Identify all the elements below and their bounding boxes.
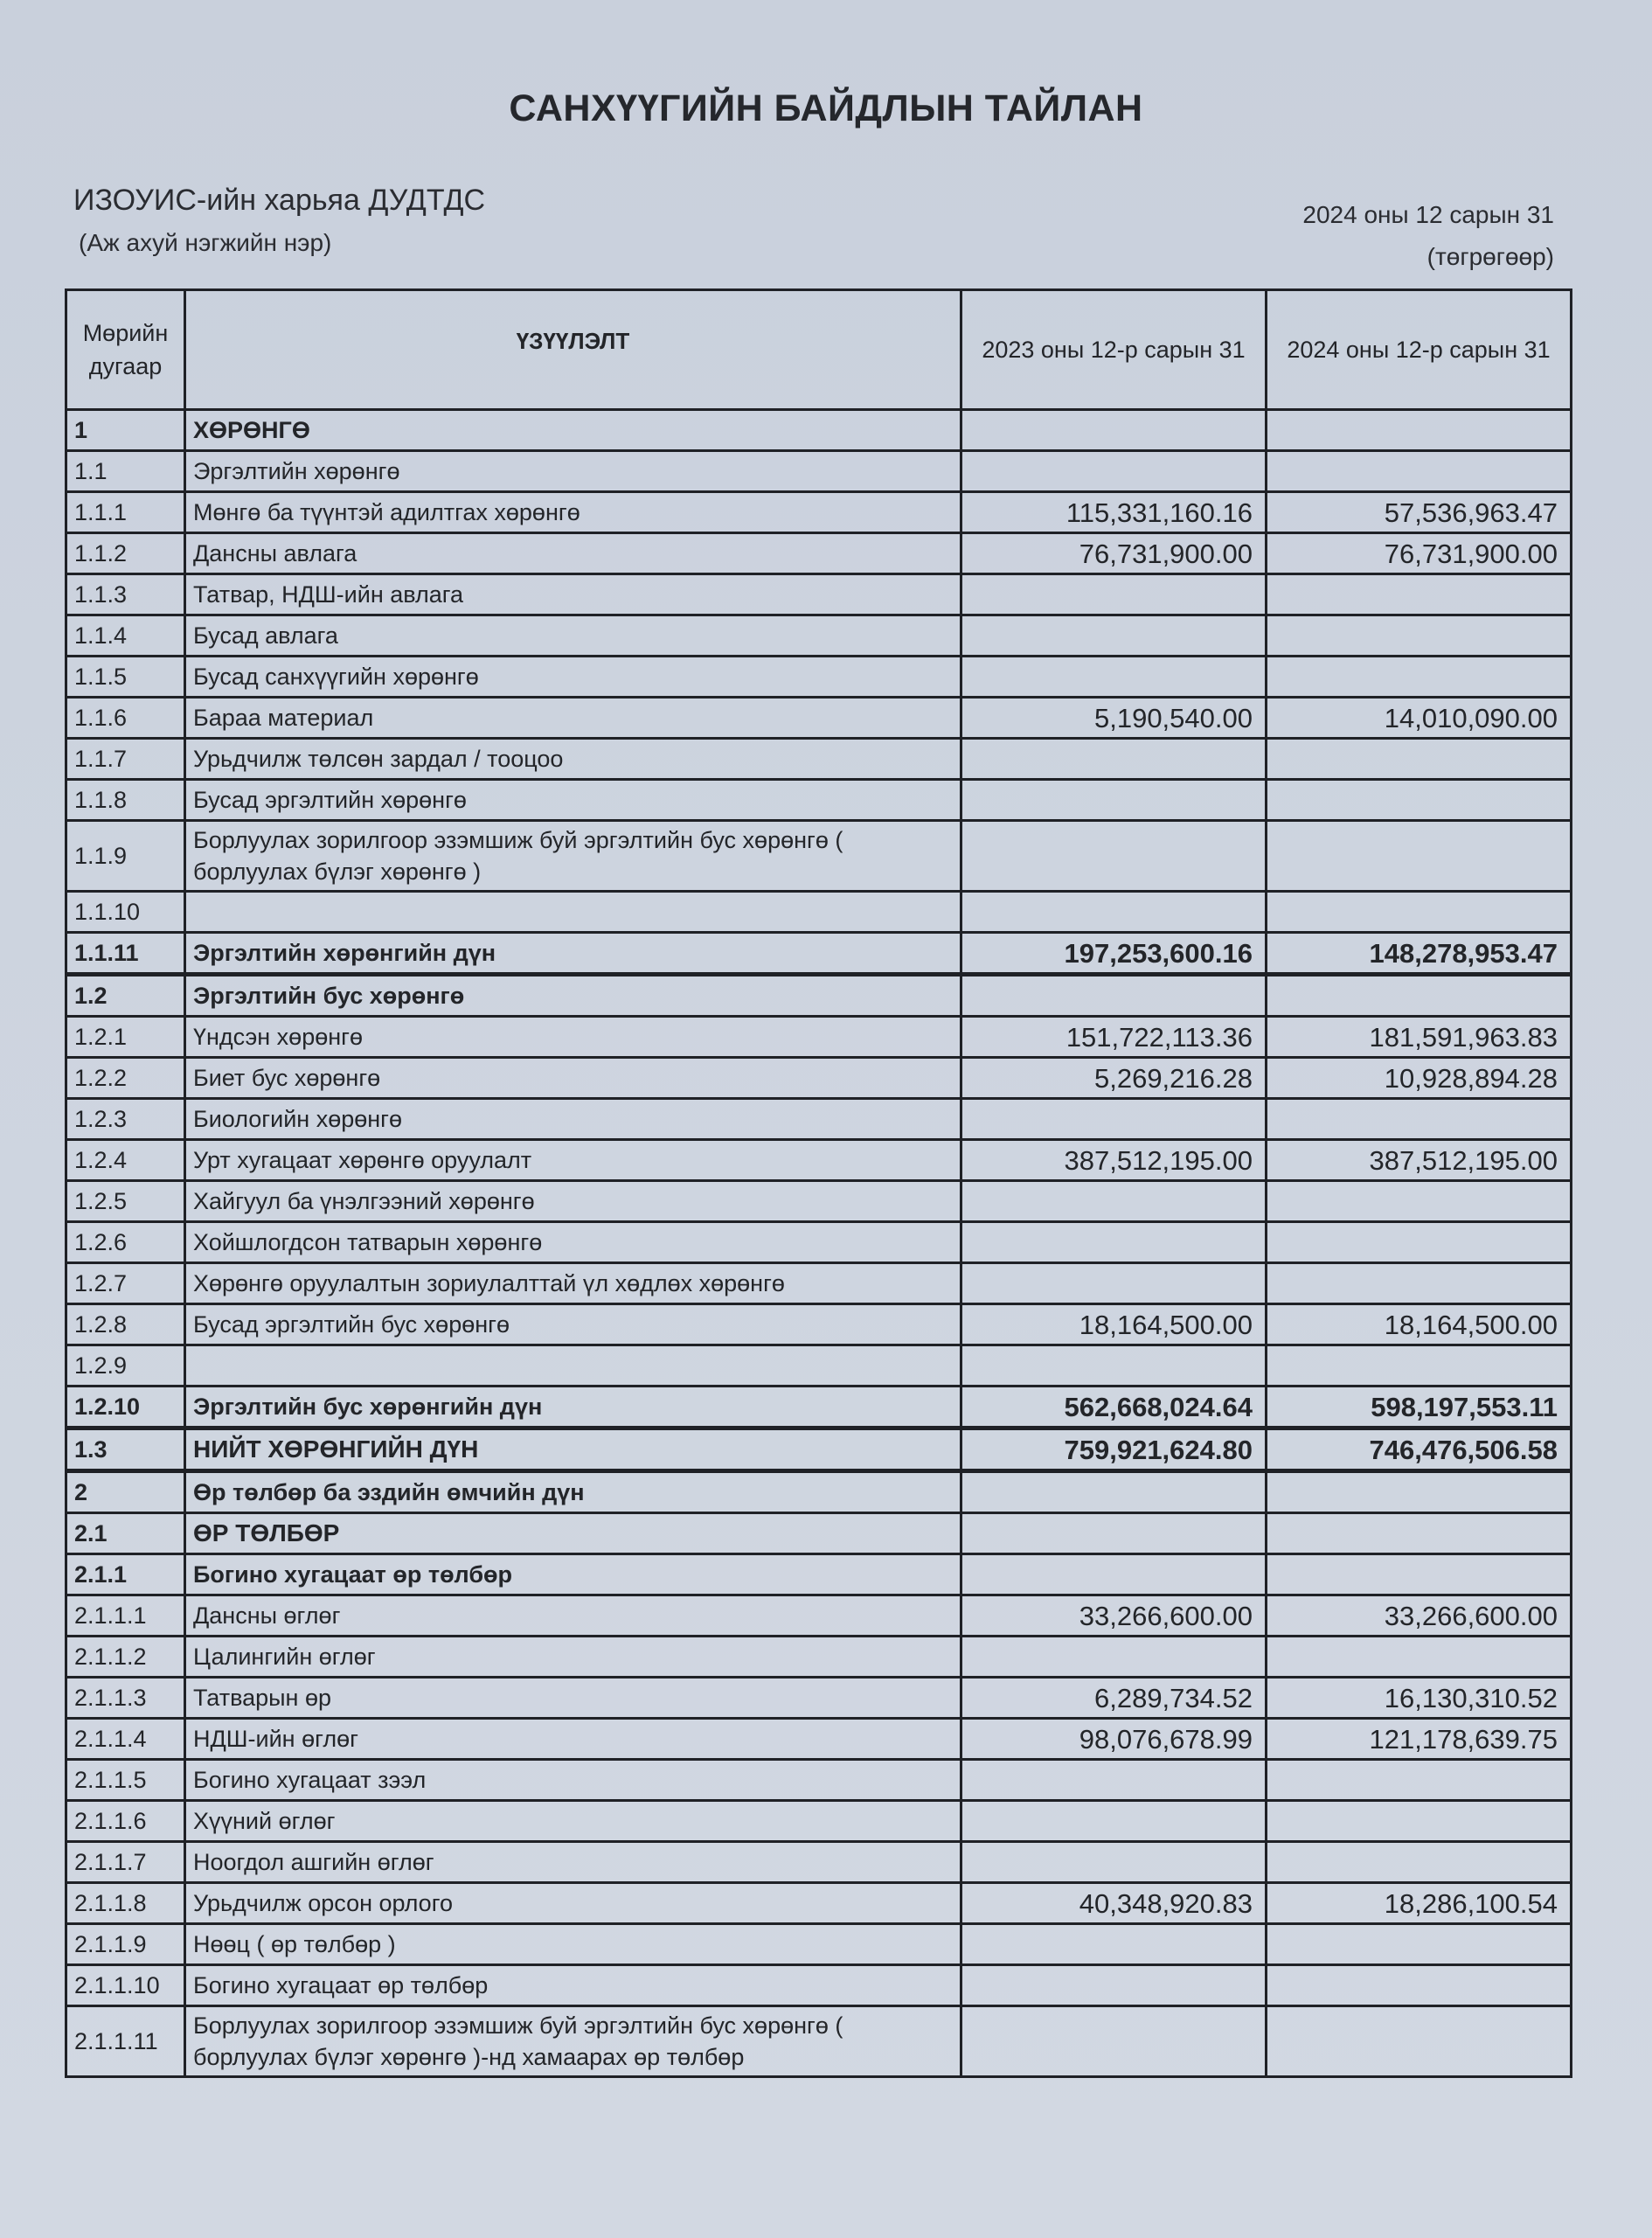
row-value-2023	[961, 1554, 1267, 1595]
row-label: Мөнгө ба түүнтэй адилтгах хөрөнгө	[185, 492, 961, 533]
table-row	[66, 1222, 1572, 1263]
row-label: Хөрөнгө оруулалтын зориулалттай үл хөдлөх хөрөнгө	[185, 1263, 961, 1304]
row-code: 2.1.1.8	[66, 1883, 185, 1924]
row-value-2023	[961, 821, 1267, 892]
row-label: Цалингийн өглөг	[185, 1637, 961, 1678]
row-value-2024: 598,197,553.11	[1267, 1387, 1572, 1428]
table-row	[66, 1595, 1572, 1637]
row-value-2023	[961, 451, 1267, 492]
row-label: Бусад эргэлтийн бус хөрөнгө	[185, 1304, 961, 1345]
organization-caption: (Аж ахуй нэгжийн нэр)	[79, 229, 332, 256]
row-value-2024	[1267, 1924, 1572, 1965]
row-value-2024	[1267, 657, 1572, 698]
row-value-2024: 121,178,639.75	[1267, 1719, 1572, 1760]
row-value-2024	[1267, 574, 1572, 615]
table-row	[66, 1140, 1572, 1181]
report-date: 2024 оны 12 сарын 31	[1302, 201, 1554, 228]
row-value-2023	[961, 1181, 1267, 1222]
row-label: ӨР ТӨЛБӨР	[185, 1513, 961, 1554]
row-code: 2.1.1.1	[66, 1595, 185, 1637]
row-value-2024	[1267, 892, 1572, 933]
row-value-2024	[1267, 1965, 1572, 2006]
table-row	[66, 657, 1572, 698]
row-code: 1.1	[66, 451, 185, 492]
row-value-2024	[1267, 780, 1572, 821]
row-value-2024	[1267, 1842, 1572, 1883]
row-value-2023	[961, 410, 1267, 451]
row-value-2024: 16,130,310.52	[1267, 1678, 1572, 1719]
table-row	[66, 451, 1572, 492]
row-code: 2.1	[66, 1513, 185, 1554]
table-row	[66, 1637, 1572, 1678]
row-code: 1.3	[66, 1428, 185, 1471]
row-value-2024	[1267, 410, 1572, 451]
row-code: 1.1.8	[66, 780, 185, 821]
row-value-2023: 98,076,678.99	[961, 1719, 1267, 1760]
table-row	[66, 1842, 1572, 1883]
row-code: 1.2	[66, 975, 185, 1017]
row-label: Биет бус хөрөнгө	[185, 1058, 961, 1099]
row-code: 1.1.10	[66, 892, 185, 933]
row-code: 2.1.1.7	[66, 1842, 185, 1883]
table-row	[66, 1099, 1572, 1140]
table-row	[66, 975, 1572, 1017]
row-label: Урьдчилж орсон орлого	[185, 1883, 961, 1924]
row-value-2024	[1267, 1181, 1572, 1222]
row-label: Хойшлогдсон татварын хөрөнгө	[185, 1222, 961, 1263]
row-label: Татварын өр	[185, 1678, 961, 1719]
table-row	[66, 739, 1572, 780]
row-code: 1.1.1	[66, 492, 185, 533]
row-value-2023: 76,731,900.00	[961, 533, 1267, 574]
table-row	[66, 1513, 1572, 1554]
row-code: 1	[66, 410, 185, 451]
row-value-2024: 148,278,953.47	[1267, 933, 1572, 975]
row-value-2024	[1267, 1263, 1572, 1304]
table-row	[66, 1263, 1572, 1304]
row-code: 2.1.1.10	[66, 1965, 185, 2006]
row-value-2024: 18,164,500.00	[1267, 1304, 1572, 1345]
row-value-2023	[961, 739, 1267, 780]
table-row	[66, 1678, 1572, 1719]
row-value-2023	[961, 1760, 1267, 1801]
table-row	[66, 615, 1572, 657]
row-code: 1.1.11	[66, 933, 185, 975]
row-value-2023	[961, 1263, 1267, 1304]
row-label: Биологийн хөрөнгө	[185, 1099, 961, 1140]
table-row	[66, 1345, 1572, 1387]
row-value-2023	[961, 2006, 1267, 2077]
row-label: Дансны өглөг	[185, 1595, 961, 1637]
row-value-2023	[961, 892, 1267, 933]
row-value-2023: 5,269,216.28	[961, 1058, 1267, 1099]
row-label: Эргэлтийн хөрөнгө	[185, 451, 961, 492]
table-row	[66, 1760, 1572, 1801]
table-row	[66, 1965, 1572, 2006]
row-label: Хайгуул ба үнэлгээний хөрөнгө	[185, 1181, 961, 1222]
row-value-2024	[1267, 1637, 1572, 1678]
row-value-2024	[1267, 451, 1572, 492]
row-value-2024	[1267, 739, 1572, 780]
row-label: Богино хугацаат өр төлбөр	[185, 1554, 961, 1595]
row-label: Хүүний өглөг	[185, 1801, 961, 1842]
row-value-2023	[961, 780, 1267, 821]
row-value-2023	[961, 1099, 1267, 1140]
table-row	[66, 1058, 1572, 1099]
row-label: Богино хугацаат зээл	[185, 1760, 961, 1801]
row-value-2023: 18,164,500.00	[961, 1304, 1267, 1345]
row-value-2023	[961, 1471, 1267, 1513]
row-value-2024	[1267, 1801, 1572, 1842]
table-row	[66, 1471, 1572, 1513]
row-label: Ноогдол ашгийн өглөг	[185, 1842, 961, 1883]
row-code: 2.1.1.9	[66, 1924, 185, 1965]
row-value-2024	[1267, 615, 1572, 657]
row-value-2024: 181,591,963.83	[1267, 1017, 1572, 1058]
row-value-2024	[1267, 1222, 1572, 1263]
row-value-2023	[961, 1924, 1267, 1965]
row-value-2024: 57,536,963.47	[1267, 492, 1572, 533]
row-code: 1.1.6	[66, 698, 185, 739]
row-code: 1.2.7	[66, 1263, 185, 1304]
row-label: Үндсэн хөрөнгө	[185, 1017, 961, 1058]
row-value-2023	[961, 1801, 1267, 1842]
row-value-2024	[1267, 975, 1572, 1017]
row-value-2024	[1267, 1513, 1572, 1554]
row-code: 1.2.10	[66, 1387, 185, 1428]
row-value-2023: 6,289,734.52	[961, 1678, 1267, 1719]
row-value-2023: 197,253,600.16	[961, 933, 1267, 975]
balance-sheet-table	[65, 288, 1572, 2078]
row-code: 2	[66, 1471, 185, 1513]
row-code: 1.1.3	[66, 574, 185, 615]
row-code: 1.2.1	[66, 1017, 185, 1058]
column-header-2024: 2024 оны 12-р сарын 31	[1267, 290, 1572, 410]
row-value-2024	[1267, 1099, 1572, 1140]
row-code: 1.2.3	[66, 1099, 185, 1140]
row-value-2023	[961, 1965, 1267, 2006]
column-header-code: Мөрийн дугаар	[66, 290, 185, 410]
row-code: 2.1.1.11	[66, 2006, 185, 2077]
table-row	[66, 1924, 1572, 1965]
organization-name: ИЗОУИС-ийн харьяа ДУДТДС	[73, 184, 486, 217]
row-code: 1.2.4	[66, 1140, 185, 1181]
row-label: Бараа материал	[185, 698, 961, 739]
row-code: 2.1.1.6	[66, 1801, 185, 1842]
row-label	[185, 892, 961, 933]
row-label: Урьдчилж төлсөн зардал / тооцоо	[185, 739, 961, 780]
row-value-2024: 18,286,100.54	[1267, 1883, 1572, 1924]
row-value-2024	[1267, 1471, 1572, 1513]
row-label: ХӨРӨНГӨ	[185, 410, 961, 451]
row-value-2023	[961, 657, 1267, 698]
table-row	[66, 933, 1572, 975]
table-row	[66, 1801, 1572, 1842]
table-row	[66, 1017, 1572, 1058]
report-title: САНХҮҮГИЙН БАЙДЛЫН ТАЙЛАН	[509, 87, 1143, 129]
column-header-2023: 2023 оны 12-р сарын 31	[961, 290, 1267, 410]
row-value-2023	[961, 975, 1267, 1017]
row-value-2024	[1267, 1345, 1572, 1387]
table-header-row	[66, 290, 1572, 410]
row-value-2024: 746,476,506.58	[1267, 1428, 1572, 1471]
column-header-label: ҮЗҮҮЛЭЛТ	[185, 290, 961, 410]
row-value-2023: 562,668,024.64	[961, 1387, 1267, 1428]
table-row	[66, 1304, 1572, 1345]
row-value-2024	[1267, 1554, 1572, 1595]
table-row	[66, 574, 1572, 615]
row-code: 2.1.1.4	[66, 1719, 185, 1760]
row-label: Эргэлтийн хөрөнгийн дүн	[185, 933, 961, 975]
row-code: 1.2.8	[66, 1304, 185, 1345]
row-code: 2.1.1	[66, 1554, 185, 1595]
row-label: Нөөц ( өр төлбөр )	[185, 1924, 961, 1965]
row-value-2024: 33,266,600.00	[1267, 1595, 1572, 1637]
row-code: 1.1.4	[66, 615, 185, 657]
table-row	[66, 698, 1572, 739]
table-row	[66, 1181, 1572, 1222]
row-label: Эргэлтийн бус хөрөнгийн дүн	[185, 1387, 961, 1428]
row-value-2023: 33,266,600.00	[961, 1595, 1267, 1637]
row-value-2024: 10,928,894.28	[1267, 1058, 1572, 1099]
row-value-2024	[1267, 2006, 1572, 2077]
row-label: Урт хугацаат хөрөнгө оруулалт	[185, 1140, 961, 1181]
table-row	[66, 1428, 1572, 1471]
row-value-2024: 14,010,090.00	[1267, 698, 1572, 739]
row-value-2023: 759,921,624.80	[961, 1428, 1267, 1471]
table-row	[66, 1554, 1572, 1595]
table-row	[66, 821, 1572, 892]
row-code: 1.1.7	[66, 739, 185, 780]
row-value-2023	[961, 1345, 1267, 1387]
row-label: Бусад эргэлтийн хөрөнгө	[185, 780, 961, 821]
row-value-2024: 387,512,195.00	[1267, 1140, 1572, 1181]
table-row	[66, 410, 1572, 451]
row-value-2024	[1267, 1760, 1572, 1801]
table-row	[66, 1387, 1572, 1428]
row-value-2023	[961, 1637, 1267, 1678]
row-code: 1.1.2	[66, 533, 185, 574]
row-code: 1.2.6	[66, 1222, 185, 1263]
row-value-2023	[961, 1513, 1267, 1554]
row-value-2023: 151,722,113.36	[961, 1017, 1267, 1058]
row-code: 1.1.9	[66, 821, 185, 892]
row-label	[185, 1345, 961, 1387]
row-value-2023: 5,190,540.00	[961, 698, 1267, 739]
row-value-2024	[1267, 821, 1572, 892]
row-value-2023: 40,348,920.83	[961, 1883, 1267, 1924]
row-code: 2.1.1.3	[66, 1678, 185, 1719]
table-row	[66, 780, 1572, 821]
row-value-2023	[961, 1842, 1267, 1883]
row-label: Өр төлбөр ба эздийн өмчийн дүн	[185, 1471, 961, 1513]
row-value-2023	[961, 574, 1267, 615]
row-label: Борлуулах зорилгоор эзэмшиж буй эргэлтийн бус хөрөнгө ( борлуулах бүлэг хөрөнгө )	[185, 821, 961, 892]
table-row	[66, 533, 1572, 574]
row-code: 1.1.5	[66, 657, 185, 698]
currency-note: (төгрөгөөр)	[1426, 243, 1554, 270]
table-row	[66, 1883, 1572, 1924]
row-code: 2.1.1.2	[66, 1637, 185, 1678]
row-label: Дансны авлага	[185, 533, 961, 574]
row-label: Богино хугацаат өр төлбөр	[185, 1965, 961, 2006]
row-value-2024: 76,731,900.00	[1267, 533, 1572, 574]
row-label: Борлуулах зорилгоор эзэмшиж буй эргэлтийн бус хөрөнгө ( борлуулах бүлэг хөрөнгө )-нд хамаарах өр төлбөр	[185, 2006, 961, 2077]
row-label: Бусад авлага	[185, 615, 961, 657]
table-row	[66, 1719, 1572, 1760]
row-value-2023: 387,512,195.00	[961, 1140, 1267, 1181]
row-value-2023	[961, 1222, 1267, 1263]
table-row	[66, 892, 1572, 933]
row-code: 1.2.5	[66, 1181, 185, 1222]
row-label: НИЙТ ХӨРӨНГИЙН ДҮН	[185, 1428, 961, 1471]
table-row	[66, 2006, 1572, 2077]
row-value-2023: 115,331,160.16	[961, 492, 1267, 533]
row-value-2023	[961, 615, 1267, 657]
row-code: 2.1.1.5	[66, 1760, 185, 1801]
row-label: Татвар, НДШ-ийн авлага	[185, 574, 961, 615]
table-row	[66, 492, 1572, 533]
row-label: НДШ-ийн өглөг	[185, 1719, 961, 1760]
row-label: Эргэлтийн бус хөрөнгө	[185, 975, 961, 1017]
table-body	[66, 410, 1572, 2077]
row-label: Бусад санхүүгийн хөрөнгө	[185, 657, 961, 698]
row-code: 1.2.9	[66, 1345, 185, 1387]
row-code: 1.2.2	[66, 1058, 185, 1099]
